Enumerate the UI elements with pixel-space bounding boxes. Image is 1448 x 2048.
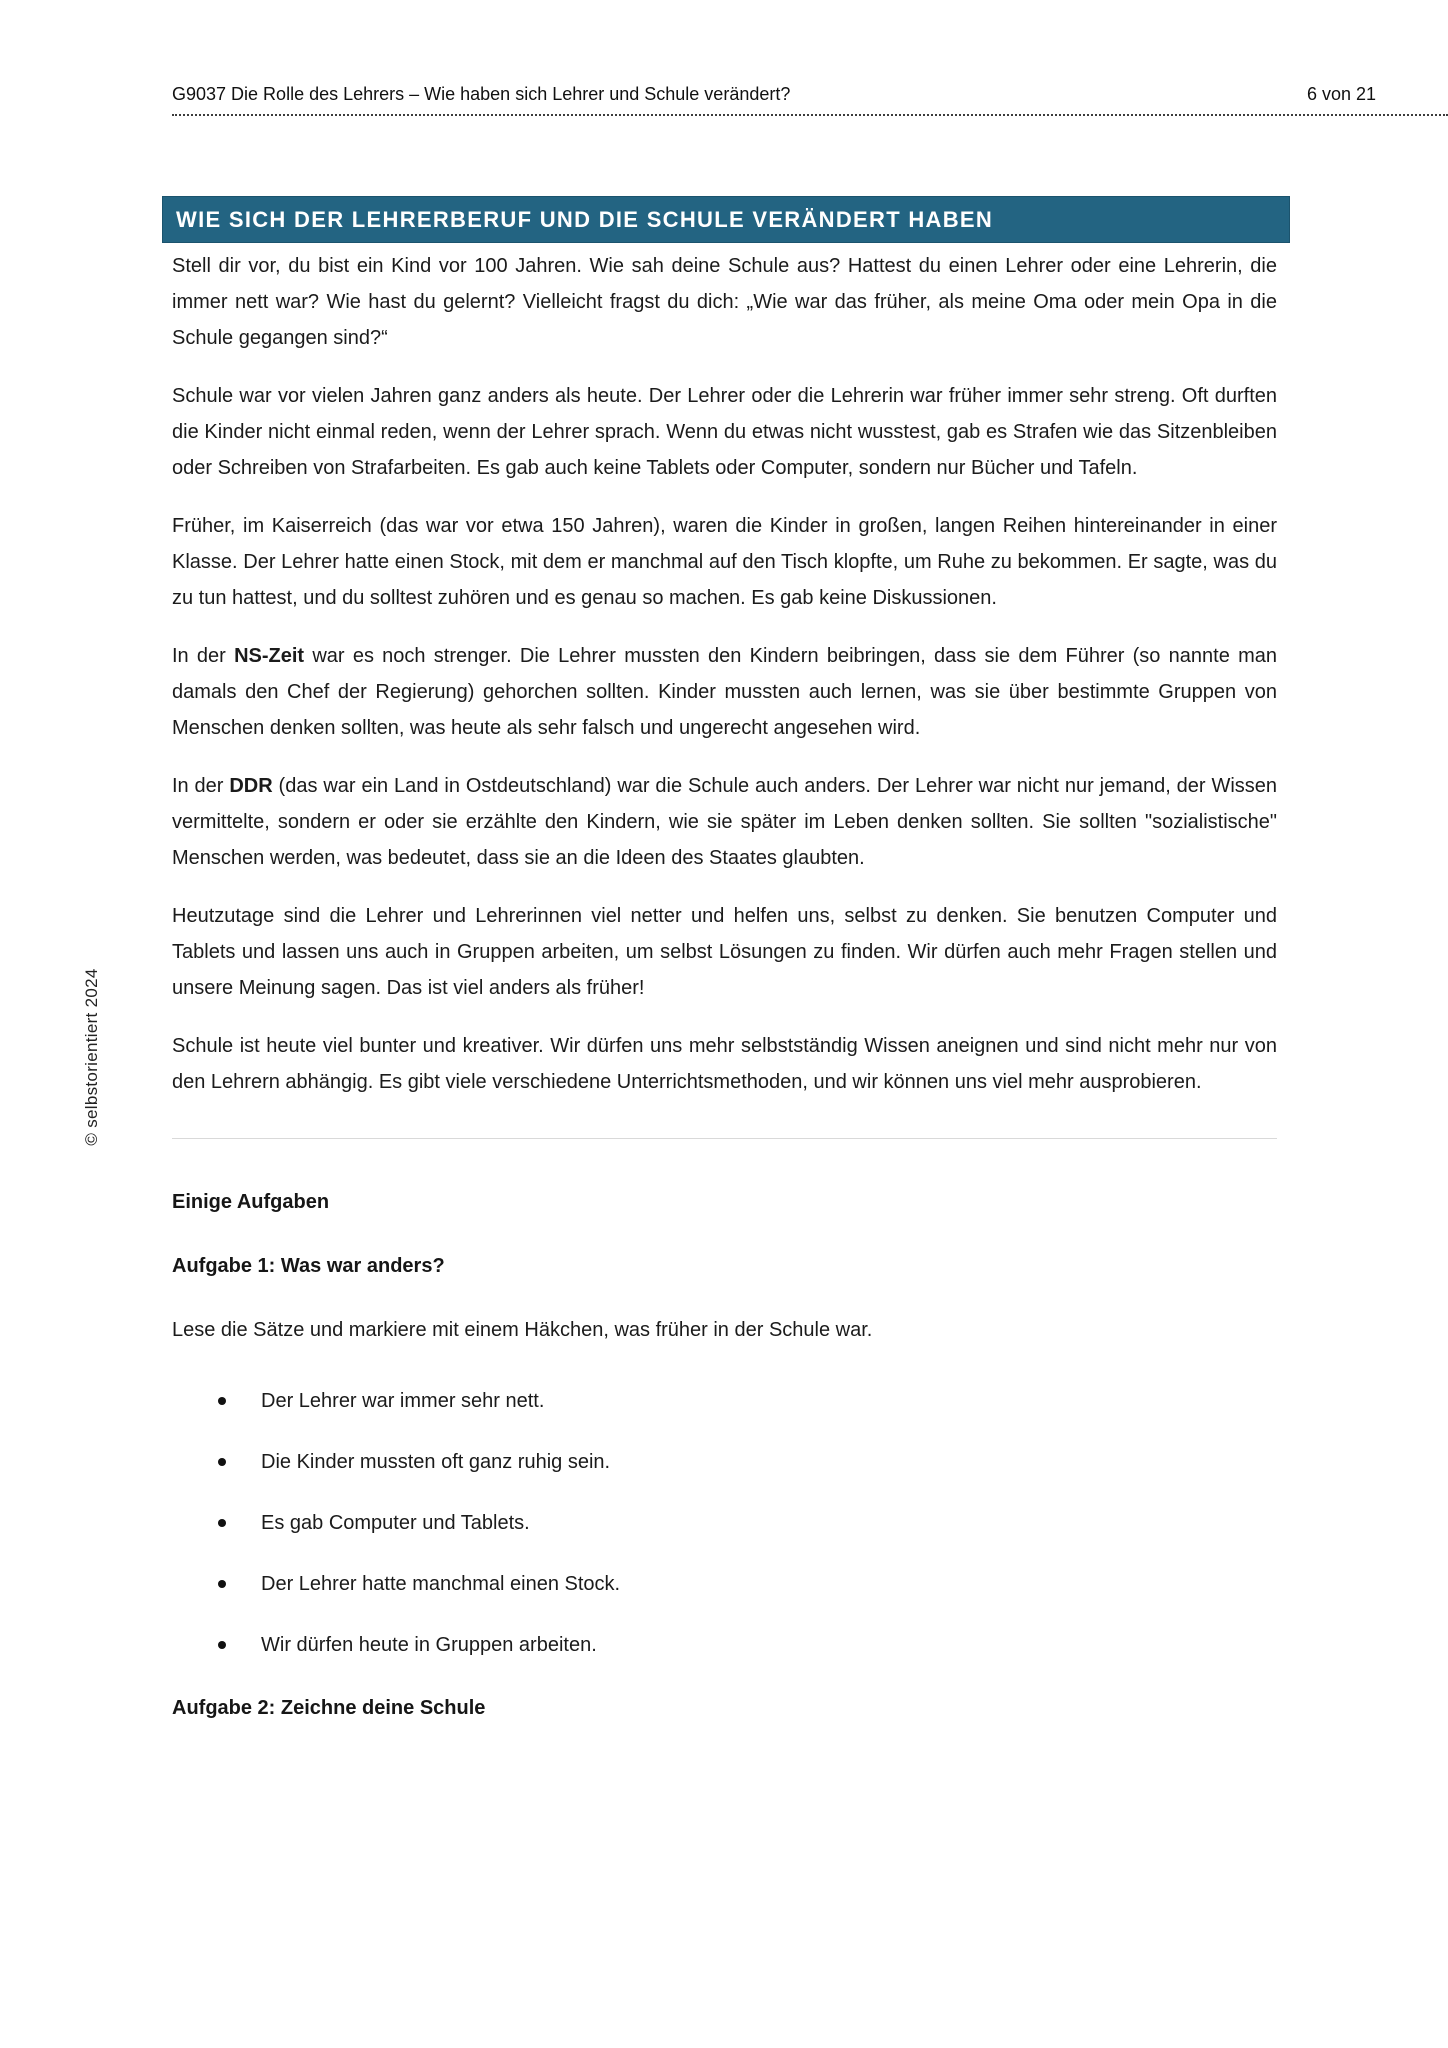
list-item [172,1566,1277,1602]
task1-title: Aufgabe 1: Was war anders? [172,1255,445,1277]
page-header [172,0,1448,116]
section-title-bar [162,196,1290,243]
list-item-text: Die Kinder mussten oft ganz ruhig sein. [261,1451,611,1473]
bullet-icon [218,1641,226,1649]
header-doc-title: G9037 Die Rolle des Lehrers – Wie haben sich Lehrer und Schule verändert? [172,84,791,104]
copyright-notice: © selbstorientiert 2024 [82,968,101,1146]
paragraph: In der DDR (das war ein Land in Ostdeutschland) war die Schule auch anders. Der Lehrer war nicht nur jemand, der Wissen vermittelte, sondern er oder sie erzählte den Kindern, wie sie später im Leben denken sollten. Sie sollten "sozialistische" Menschen werden, was bedeutet, dass sie an die Ideen des Staates glaubten. [172,775,1278,869]
task2-title: Aufgabe 2: Zeichne deine Schule [172,1697,486,1719]
bullet-icon [218,1519,226,1527]
paragraph: Heutzutage sind die Lehrer und Lehrerinnen viel netter und helfen uns, selbst zu denken. Sie benutzen Computer und Tablets und lassen uns auch in Gruppen arbeiten, um selbst Lösungen zu finden. Wir dürfen auch mehr Fragen stellen und unsere Meinung sagen. Das ist viel anders als früher! [172,905,1277,999]
bullet-icon [218,1397,226,1405]
paragraph: Früher, im Kaiserreich (das war vor etwa 150 Jahren), waren die Kinder in großen, langen Reihen hintereinander in einer Klasse. Der Lehrer hatte einen Stock, mit dem er manchmal auf den Tisch klopfte, um Ruhe zu bekommen. Er sagte, was du zu tun hattest, und du solltest zuhören und es genau so machen. Es gab keine Diskussionen. [172,515,1277,609]
list-item-text: Der Lehrer war immer sehr nett. [261,1390,545,1412]
paragraph: Schule war vor vielen Jahren ganz anders als heute. Der Lehrer oder die Lehrerin war früher immer sehr streng. Oft durften die Kinder nicht einmal reden, wenn der Lehrer sprach. Wenn du etwas nicht wusstest, gab es Strafen wie das Sitzenbleiben oder Schreiben von Strafarbeiten. Es gab auch keine Tablets oder Computer, sondern nur Bücher und Tafeln. [172,385,1277,479]
task1-list [172,1383,1277,1663]
header-page-number: 6 von 21 [1306,84,1376,104]
paragraph: Schule ist heute viel bunter und kreativer. Wir dürfen uns mehr selbstständig Wissen aneignen und sind nicht mehr nur von den Lehrern abhängig. Es gibt viele verschiedene Unterrichtsmethoden, und wir können uns viel mehr ausprobieren. [172,1035,1277,1093]
list-item [172,1444,1277,1480]
paragraph: Stell dir vor, du bist ein Kind vor 100 Jahren. Wie sah deine Schule aus? Hattest du einen Lehrer oder eine Lehrerin, die immer nett war? Wie hast du gelernt? Vielleicht fragst du dich: „Wie war das früher, als meine Oma oder mein Opa in die Schule gegangen sind?“ [172,255,1277,349]
list-item-text: Es gab Computer und Tablets. [261,1512,530,1534]
bullet-icon [218,1580,226,1588]
list-item [172,1505,1277,1541]
bullet-icon [218,1458,226,1466]
tasks-section-title: Einige Aufgaben [172,1191,330,1213]
section-title: WIE SICH DER LEHRERBERUF UND DIE SCHULE VERÄNDERT HABEN [176,206,994,232]
section-divider [172,1138,1277,1139]
list-item [172,1627,1277,1663]
paragraph: In der NS-Zeit war es noch strenger. Die Lehrer mussten den Kindern beibringen, dass sie dem Führer (so nannte man damals den Chef der Regierung) gehorchen sollten. Kinder mussten auch lernen, was sie über bestimmte Gruppen von Menschen denken sollten, was heute als sehr falsch und ungerecht angesehen wird. [172,645,1278,739]
article-paragraphs [172,248,1277,1100]
task1-instruction: Lese die Sätze und markiere mit einem Häkchen, was früher in der Schule war. [172,1319,873,1341]
list-item-text: Der Lehrer hatte manchmal einen Stock. [261,1573,621,1595]
list-item [172,1383,1277,1419]
list-item-text: Wir dürfen heute in Gruppen arbeiten. [261,1634,597,1656]
